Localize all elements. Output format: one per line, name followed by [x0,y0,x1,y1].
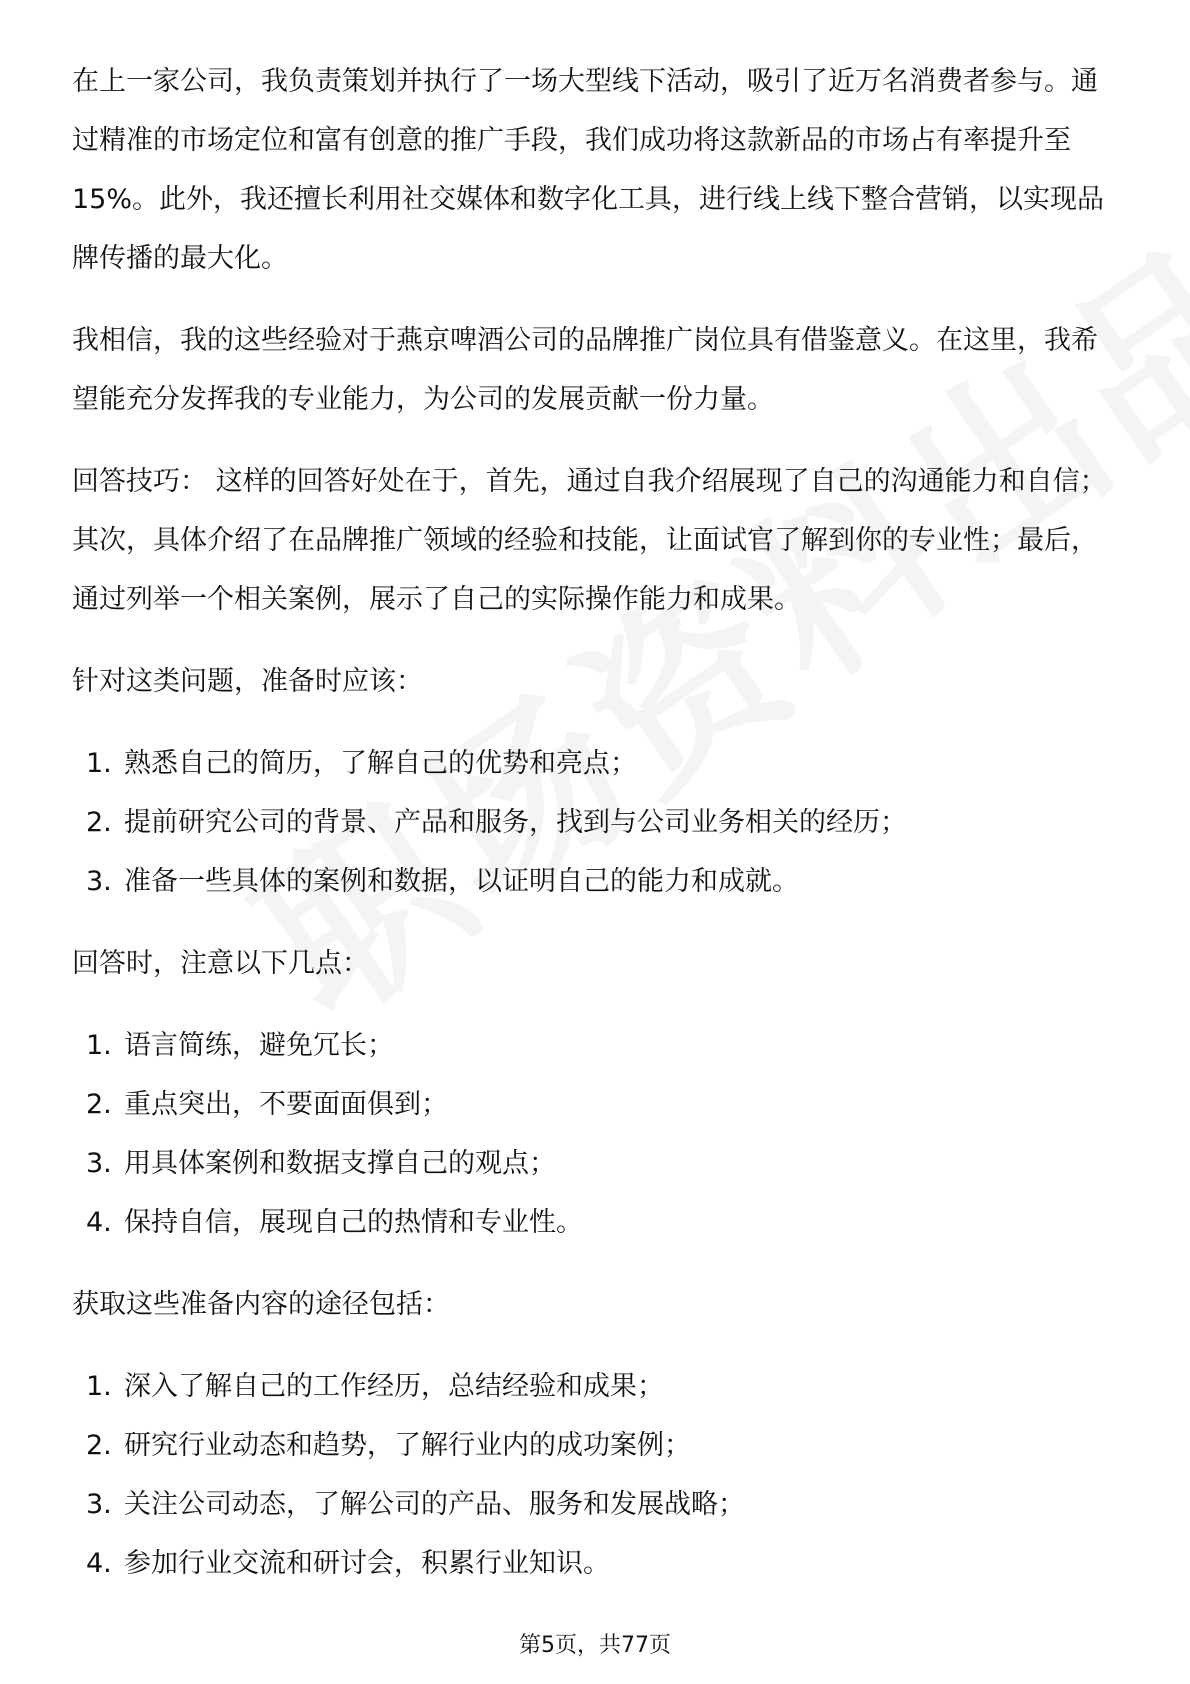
list-item-text: 关注公司动态，了解公司的产品、服务和发展战略； [124,1489,745,1520]
page-number-footer: 第5页，共77页 [519,1633,671,1658]
list-item-text: 研究行业动态和趋势，了解行业内的成功案例； [124,1430,691,1461]
preparation-list [72,734,1122,911]
paragraph-experience: 在上一家公司，我负责策划并执行了一场大型线下活动，吸引了近万名消费者参与。通过精准的市场定位和富有创意的推广手段，我们成功将这款新品的市场占有率提升至15%。此外，我还擅长利用社交媒体和数字化工具，进行线上线下整合营销，以实现品牌传播的最大化。 [72,66,1105,274]
list-item-text: 用具体案例和数据支撑自己的观点； [124,1148,556,1179]
list-item-text: 语言简练，避免冗长； [124,1030,394,1061]
list-item [72,734,1122,793]
list-item [72,1193,1122,1252]
list-item [72,1016,1122,1075]
list-number: 4. [86,1548,112,1579]
document-body [72,52,1122,1616]
list-item [72,1134,1122,1193]
list-item [72,793,1122,852]
list-number: 2. [86,1089,112,1120]
section-heading-preparation: 针对这类问题，准备时应该： [72,666,423,697]
list-item-text: 准备一些具体的案例和数据，以证明自己的能力和成就。 [124,866,799,897]
answering-list [72,1016,1122,1252]
list-number: 3. [86,1148,112,1179]
list-number: 1. [86,748,112,779]
list-item-text: 重点突出，不要面面俱到； [124,1089,448,1120]
list-number: 1. [86,1030,112,1061]
list-item [72,1416,1122,1475]
list-number: 2. [86,1430,112,1461]
list-number: 1. [86,1371,112,1402]
list-item [72,1357,1122,1416]
sources-list [72,1357,1122,1593]
list-item [72,852,1122,911]
list-item [72,1534,1122,1593]
list-item [72,1075,1122,1134]
list-item-text: 提前研究公司的背景、产品和服务，找到与公司业务相关的经历； [124,807,907,838]
paragraph-belief: 我相信，我的这些经验对于燕京啤酒公司的品牌推广岗位具有借鉴意义。在这里，我希望能充分发挥我的专业能力，为公司的发展贡献一份力量。 [72,325,1098,415]
list-number: 3. [86,866,112,897]
list-item-text: 保持自信，展现自己的热情和专业性。 [124,1207,583,1238]
list-number: 4. [86,1207,112,1238]
section-heading-answering: 回答时，注意以下几点： [72,948,369,979]
list-number: 2. [86,807,112,838]
list-number: 3. [86,1489,112,1520]
list-item-text: 参加行业交流和研讨会，积累行业知识。 [124,1548,610,1579]
list-item-text: 深入了解自己的工作经历，总结经验和成果； [124,1371,664,1402]
paragraph-answer-tips: 回答技巧： 这样的回答好处在于，首先，通过自我介绍展现了自己的沟通能力和自信；其次，具体介绍了在品牌推广领域的经验和技能，让面试官了解到你的专业性；最后，通过列举一个相关案例，展示了自己的实际操作能力和成果。 [72,466,1107,615]
list-item-text: 熟悉自己的简历，了解自己的优势和亮点； [124,748,637,779]
list-item [72,1475,1122,1534]
section-heading-sources: 获取这些准备内容的途径包括： [72,1289,450,1320]
